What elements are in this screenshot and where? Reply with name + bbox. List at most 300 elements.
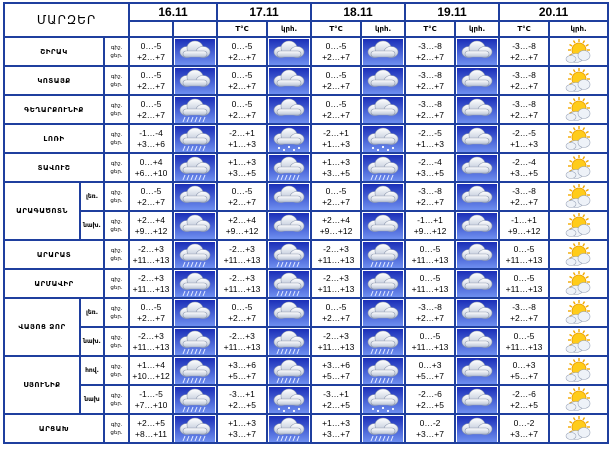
day-temp: +2…+7 [322,196,350,207]
snow-icon [267,385,311,414]
cloud-icon [361,211,405,240]
day-night-label [104,153,129,182]
night-temp: -2…+3 [323,272,349,283]
day-temp: +2…+7 [137,312,165,323]
temperature-cell [129,240,173,269]
night-temp: -3…+1 [229,388,255,399]
day-temp: +2…+7 [137,196,165,207]
table-row [4,356,608,385]
temperature-cell [311,95,361,124]
temperature-cell [405,153,455,182]
night-temp: 0…-5 [140,98,162,109]
night-temp: 0…-5 [140,185,162,196]
day-label: ցեր. [110,255,123,262]
cloud-icon [455,298,499,327]
day-temp: +2…+7 [228,196,256,207]
temperature-cell [217,153,267,182]
night-temp: +3…+6 [322,359,350,370]
day-label: ցեր. [110,342,123,349]
day-temp: +3…+6 [137,138,165,149]
night-temp: -3…-8 [418,185,442,196]
temperature-cell [405,269,455,298]
temperature-cell [405,37,455,66]
sun-cloud-icon [549,356,608,385]
temperature-cell [217,66,267,95]
cloud-icon [267,182,311,211]
night-temp: 0…+4 [139,156,163,167]
night-temp: 0…-5 [231,185,253,196]
temperature-cell [405,356,455,385]
night-temp: +1…+3 [228,156,256,167]
subregion-label: լեռ. [80,182,104,211]
rain-icon [173,385,217,414]
rain-icon [267,414,311,443]
temperature-cell [405,211,455,240]
rain-icon [361,240,405,269]
temperature-cell [499,269,549,298]
region-name: ԳԵՂԱՐՔՈՒՆԻՔ [4,95,104,124]
temperature-cell [499,327,549,356]
night-label: գիշ. [110,189,123,196]
rain-icon [267,240,311,269]
temperature-cell [129,66,173,95]
day-night-label [104,356,129,385]
date-header-3: 18.11 [311,3,405,21]
cloud-icon [455,356,499,385]
day-temp: +9…+12 [507,225,541,236]
day-temp: +8…+11 [135,428,168,439]
snow-icon [267,124,311,153]
day-label: ցեր. [110,226,123,233]
temperature-cell [129,269,173,298]
table-row [4,385,608,414]
wind-label-5: կրհ. [549,21,608,37]
day-temp: +2…+7 [510,196,538,207]
night-temp: -3…-8 [418,98,442,109]
temperature-cell [311,153,361,182]
region-name: ՏԱՎՈՒՇ [4,153,104,182]
temperature-cell [129,37,173,66]
day-night-label [104,95,129,124]
table-row [4,211,608,240]
cloud-icon [173,298,217,327]
temperature-cell [499,385,549,414]
night-temp: 0…-5 [140,301,162,312]
sun-cloud-icon [549,327,608,356]
day-temp: +9…+12 [413,225,447,236]
temperature-cell [311,182,361,211]
rain-icon [173,240,217,269]
table-row [4,327,608,356]
temperature-cell [129,95,173,124]
cloud-icon [361,95,405,124]
day-temp: +11…+13 [411,283,449,294]
forecast-body [4,37,608,443]
cloud-icon [455,124,499,153]
night-label: գիշ. [110,305,123,312]
day-temp: +11…+13 [505,283,543,294]
day-label: ցեր. [110,139,123,146]
day-night-label [104,211,129,240]
day-temp: +11…+13 [317,254,355,265]
temp-label-5: T°C [499,21,549,37]
region-name: ՇԻՐԱԿ [4,37,104,66]
cloud-icon [455,95,499,124]
temperature-cell [405,240,455,269]
day-temp: +1…+3 [322,138,350,149]
day-temp: +11…+13 [132,254,170,265]
cloud-icon [173,182,217,211]
day-temp: +9…+12 [134,225,168,236]
sun-cloud-icon [549,182,608,211]
day-temp: +2…+7 [510,312,538,323]
night-temp: -2…+3 [138,272,164,283]
temperature-cell [405,182,455,211]
temperature-cell [311,298,361,327]
night-temp: -3…-8 [512,185,536,196]
night-label: գիշ. [110,218,123,225]
sun-cloud-icon [549,298,608,327]
temperature-cell [217,327,267,356]
cloud-icon [455,153,499,182]
rain-icon [267,269,311,298]
day-temp: +2…+7 [510,80,538,91]
night-temp: -1…-4 [139,127,163,138]
temperature-cell [129,211,173,240]
sun-cloud-icon [549,269,608,298]
day-night-label [104,66,129,95]
temperature-cell [499,124,549,153]
temperature-cell [217,269,267,298]
temperature-cell [499,414,549,443]
day-temp: +2…+7 [416,109,444,120]
temperature-cell [499,182,549,211]
subregion-label: նախ [80,385,104,414]
cloud-icon [361,298,405,327]
night-temp: -2…+1 [323,127,349,138]
day-temp: +2…+5 [322,399,350,410]
temperature-cell [311,269,361,298]
day-label: ցեր. [110,197,123,204]
night-temp: -1…-5 [139,388,163,399]
day-temp: +2…+7 [322,109,350,120]
night-temp: -2…+3 [229,243,255,254]
marz-header: ՄԱՐԶԵՐ [4,3,129,37]
cloud-icon [455,327,499,356]
temperature-cell [311,356,361,385]
table-row [4,124,608,153]
day-temp: +2…+7 [228,109,256,120]
temperature-cell [311,327,361,356]
day-temp: +11…+13 [317,341,355,352]
cloud-icon [455,37,499,66]
temperature-cell [499,298,549,327]
night-label: գիշ. [110,363,123,370]
day-temp: +3…+7 [510,428,538,439]
rain-icon [267,356,311,385]
night-temp: -3…-8 [512,40,536,51]
day-temp: +2…+7 [137,80,165,91]
night-temp: -2…-5 [512,127,536,138]
temp-label-4: T°C [405,21,455,37]
region-name: ԱՐՄԱՎԻՐ [4,269,104,298]
day-temp: +2…+7 [228,51,256,62]
day-night-label [104,385,129,414]
temperature-cell [499,66,549,95]
region-name: ԱՐԱԳԱԾՈՏՆ [4,182,80,240]
day-night-label [104,269,129,298]
day-temp: +7…+10 [134,399,168,410]
night-temp: -2…+3 [323,330,349,341]
day-label: ցեր. [110,168,123,175]
night-temp: 0…-5 [513,330,535,341]
day-temp: +11…+13 [411,254,449,265]
night-label: գիշ. [110,392,123,399]
day-temp: +11…+13 [223,341,261,352]
temperature-cell [217,182,267,211]
day-temp: +2…+5 [416,399,444,410]
cloud-icon [361,37,405,66]
night-temp: 0…-5 [513,243,535,254]
night-temp: 0…-5 [325,98,347,109]
night-temp: 0…-2 [419,417,441,428]
day-temp: +2…+7 [416,80,444,91]
region-name: ԱՐՑԱԽ [4,414,104,443]
wind-label-3: կրհ. [361,21,405,37]
temperature-cell [499,95,549,124]
region-name: ԿՈՏԱՅՔ [4,66,104,95]
date-header-4: 19.11 [405,3,499,21]
night-temp: 0…-5 [140,69,162,80]
night-label: գիշ. [110,131,123,138]
night-label: գիշ. [110,334,123,341]
day-temp: +2…+7 [228,80,256,91]
night-temp: -2…+3 [323,243,349,254]
night-temp: +1…+3 [322,156,350,167]
day-temp: +3…+5 [510,167,538,178]
night-temp: +2…+4 [322,214,350,225]
day-temp: +10…+12 [132,370,170,381]
night-temp: 0…-5 [325,69,347,80]
sun-cloud-icon [549,66,608,95]
night-temp: -2…+3 [229,272,255,283]
temp-label-1 [129,21,173,37]
temperature-cell [311,414,361,443]
temperature-cell [311,124,361,153]
night-temp: -2…-6 [418,388,442,399]
cloud-icon [267,298,311,327]
day-temp: +11…+13 [132,283,170,294]
rain-icon [267,153,311,182]
cloud-icon [267,66,311,95]
night-temp: 0…-5 [231,40,253,51]
subregion-label: լեռ. [80,298,104,327]
cloud-icon [361,66,405,95]
temperature-cell [129,298,173,327]
day-temp: +5…+7 [416,370,444,381]
wind-label-1 [173,21,217,37]
day-label: ցեր. [110,52,123,59]
night-label: գիշ. [110,102,123,109]
rain-icon [267,327,311,356]
day-temp: +11…+13 [223,283,261,294]
temperature-cell [217,211,267,240]
temperature-cell [129,414,173,443]
night-temp: 0…-5 [325,185,347,196]
wind-label-4: կրհ. [455,21,499,37]
day-temp: +2…+5 [510,399,538,410]
temperature-cell [405,298,455,327]
day-night-label [104,37,129,66]
night-temp: -3…-8 [418,301,442,312]
night-temp: +2…+4 [137,214,165,225]
night-temp: -3…-8 [512,69,536,80]
subregion-label: նախ. [80,327,104,356]
day-night-label [104,182,129,211]
temperature-cell [405,95,455,124]
temperature-cell [405,66,455,95]
region-name: ԼՈՌԻ [4,124,104,153]
day-temp: +3…+7 [322,428,350,439]
cloud-icon [173,66,217,95]
night-temp: -1…+1 [511,214,537,225]
night-temp: -2…+3 [229,330,255,341]
night-temp: +1…+4 [137,359,165,370]
day-temp: +1…+3 [228,138,256,149]
day-temp: +2…+7 [137,51,165,62]
night-label: գիշ. [110,73,123,80]
temperature-cell [129,385,173,414]
temperature-cell [311,385,361,414]
sun-cloud-icon [549,211,608,240]
temperature-cell [499,240,549,269]
table-row [4,298,608,327]
cloud-icon [267,37,311,66]
rain-icon [361,356,405,385]
night-temp: -3…-8 [418,40,442,51]
rain-icon [173,327,217,356]
day-label: ցեր. [110,284,123,291]
day-night-label [104,414,129,443]
night-temp: 0…-5 [231,69,253,80]
night-temp: +1…+3 [228,417,256,428]
cloud-icon [173,211,217,240]
day-temp: +11…+13 [411,341,449,352]
night-temp: 0…-5 [513,272,535,283]
temperature-cell [217,240,267,269]
sun-cloud-icon [549,37,608,66]
table-row [4,240,608,269]
cloud-icon [267,211,311,240]
temperature-cell [405,327,455,356]
temp-label-2: T°C [217,21,267,37]
wind-label-2: կրհ. [267,21,311,37]
temperature-cell [311,66,361,95]
day-temp: +11…+13 [223,254,261,265]
night-label: գիշ. [110,247,123,254]
temperature-cell [499,356,549,385]
region-name: ՎԱՅՈՑ ՁՈՐ [4,298,80,356]
sun-cloud-icon [549,414,608,443]
day-temp: +2…+7 [322,51,350,62]
day-temp: +11…+13 [317,283,355,294]
night-temp: +2…+4 [228,214,256,225]
night-temp: +3…+6 [228,359,256,370]
temperature-cell [311,37,361,66]
day-temp: +2…+7 [416,312,444,323]
temperature-cell [499,153,549,182]
rain-icon [173,153,217,182]
table-row [4,182,608,211]
day-night-label [104,240,129,269]
table-row [4,269,608,298]
temperature-cell [405,124,455,153]
cloud-icon [361,182,405,211]
night-temp: +1…+3 [322,417,350,428]
night-temp: 0…-5 [419,330,441,341]
day-temp: +9…+12 [225,225,259,236]
rain-icon [173,95,217,124]
cloud-icon [455,385,499,414]
sun-cloud-icon [549,95,608,124]
day-temp: +2…+5 [228,399,256,410]
night-temp: 0…-5 [419,272,441,283]
day-temp: +2…+7 [510,51,538,62]
night-temp: -3…-8 [512,301,536,312]
day-temp: +2…+7 [322,312,350,323]
table-row [4,66,608,95]
day-temp: +1…+3 [510,138,538,149]
night-temp: +2…+5 [137,417,165,428]
cloud-icon [455,240,499,269]
day-temp: +2…+7 [228,312,256,323]
table-row [4,414,608,443]
night-temp: 0…-5 [419,243,441,254]
day-temp: +3…+5 [322,167,350,178]
day-temp: +2…+7 [416,51,444,62]
night-label: գիշ. [110,160,123,167]
day-temp: +6…+10 [134,167,168,178]
date-header-5: 20.11 [499,3,608,21]
region-name: ՍՅՈՒՆԻՔ [4,356,80,414]
day-temp: +5…+7 [228,370,256,381]
subregion-label: նախ. [80,211,104,240]
day-night-label [104,124,129,153]
night-temp: -2…+3 [138,243,164,254]
subregion-label: հով. [80,356,104,385]
night-temp: 0…-5 [231,301,253,312]
night-temp: 0…-5 [325,301,347,312]
day-label: ցեր. [110,400,123,407]
temperature-cell [129,327,173,356]
temperature-cell [217,356,267,385]
day-temp: +2…+7 [510,109,538,120]
cloud-icon [455,211,499,240]
day-temp: +2…+7 [416,196,444,207]
night-temp: -3…+1 [323,388,349,399]
temperature-cell [217,124,267,153]
night-temp: -2…+3 [138,330,164,341]
day-label: ցեր. [110,313,123,320]
temperature-cell [499,211,549,240]
rain-icon [361,414,405,443]
table-row [4,153,608,182]
day-temp: +11…+13 [505,254,543,265]
night-temp: -2…-4 [512,156,536,167]
day-label: ցեր. [110,110,123,117]
night-temp: -2…-4 [418,156,442,167]
temperature-cell [129,124,173,153]
